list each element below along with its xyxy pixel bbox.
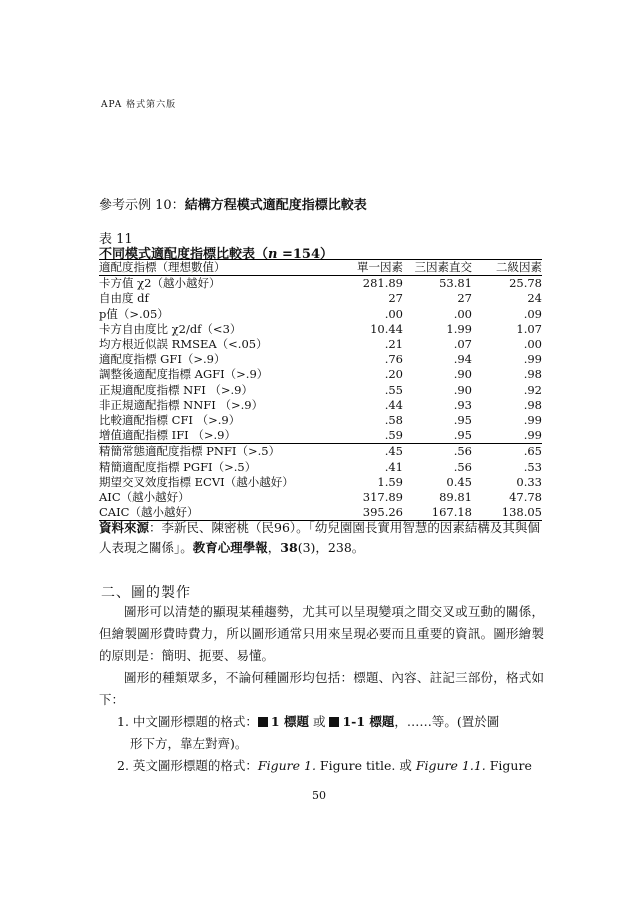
column-header: 單一因素 (337, 260, 403, 276)
table-row (99, 398, 542, 413)
table-row (99, 337, 542, 352)
index-name-cell: 精簡常態適配度指標 PNFI（>.5） (99, 444, 337, 460)
index-name-cell: 調整後適配度指標 AGFI（>.9） (99, 367, 269, 382)
value-cell: .09 (523, 306, 542, 321)
table-row (99, 291, 542, 306)
section-heading: 二、圖的製作 (101, 585, 191, 601)
value-cell: 47.78 (509, 490, 542, 505)
paragraph: 圖形可以清楚的顯現某種趨勢，尤其可以呈現變項之間交叉或互動的關係，但繪製圖形費時費力，所以圖形通常只用來呈現必要而且重要的資訊。圖形繪製的原則是：簡明、扼要、易懂。 (99, 604, 544, 663)
value-cell: .53 (523, 459, 542, 474)
value-cell: .44 (384, 397, 403, 412)
value-cell: .41 (384, 459, 403, 474)
value-cell: .45 (337, 444, 403, 460)
value-cell: 0.45 (446, 474, 472, 489)
value-cell: .93 (453, 397, 472, 412)
value-cell: .07 (453, 337, 472, 352)
table-number: 表 11 (99, 232, 133, 247)
table-source-note: 資料來源：李新民、陳密桃（民96）。「幼兒園園長實用智慧的因素結構及其與個人表現之關係」。教育心理學報，38(3)，238。 (99, 520, 540, 555)
value-cell: .59 (384, 428, 403, 443)
index-name-cell: 精簡適配度指標 PGFI（>.5） (99, 459, 257, 474)
page-number: 50 (312, 789, 326, 802)
value-cell: 0.33 (516, 474, 542, 489)
value-cell: 167.18 (403, 505, 472, 521)
table-row (99, 276, 542, 292)
index-name-cell: 卡方值 χ2（越小越好） (99, 276, 221, 291)
value-cell: 395.26 (337, 505, 403, 521)
value-cell: 10.44 (370, 321, 403, 336)
value-cell: 89.81 (439, 490, 472, 505)
value-cell: .90 (453, 367, 472, 382)
value-cell: 24 (527, 291, 542, 306)
value-cell: 25.78 (509, 276, 542, 291)
example-prefix: 參考示例 10： (99, 198, 185, 213)
table-row (99, 413, 542, 428)
value-cell: .76 (384, 352, 403, 367)
index-name-cell: 正規適配度指標 NFI （>.9） (99, 382, 254, 397)
value-cell: 27 (388, 291, 403, 306)
value-cell: .00 (384, 306, 403, 321)
table-row (99, 307, 542, 322)
figure-square-icon (258, 717, 268, 727)
value-cell: 281.89 (362, 276, 403, 291)
running-header: APA 格式第六版 (101, 100, 177, 110)
table-row (99, 490, 542, 505)
value-cell: .95 (453, 413, 472, 428)
table-row (99, 428, 542, 444)
table-header-row (99, 260, 542, 276)
value-cell: 1.99 (446, 321, 472, 336)
table-row (99, 475, 542, 490)
figure-square-icon (329, 717, 339, 727)
table-row (99, 444, 542, 460)
list-item-english-figure-title: 2. 英文圖形標題的格式：Figure 1. Figure title. 或 Figure 1.1. Figure (117, 758, 532, 773)
index-name-cell: 均方根近似誤 RMSEA（<.05） (99, 337, 268, 352)
index-name-cell: 非正規適配指標 NNFI （>.9） (99, 397, 264, 412)
source-label: 資料來源 (99, 520, 150, 535)
column-header: 適配度指標（理想數值） (99, 260, 337, 276)
table-row (99, 352, 542, 367)
value-cell: .00 (523, 337, 542, 352)
column-header: 二級因素 (472, 260, 542, 276)
index-name-cell: 卡方自由度比 χ2/df（<3） (99, 321, 242, 336)
index-name-cell: 自由度 df (99, 291, 149, 306)
journal-name: 教育心理學報 (192, 540, 268, 555)
value-cell: 317.89 (362, 490, 403, 505)
value-cell: .20 (384, 367, 403, 382)
value-cell: .98 (523, 397, 542, 412)
value-cell: .58 (384, 413, 403, 428)
value-cell: 1.07 (516, 321, 542, 336)
value-cell: .99 (523, 352, 542, 367)
value-cell: 27 (457, 291, 472, 306)
list-item-chinese-figure-title: 1. 中文圖形標題的格式： 1 標題 或 1-1 標題，……等。(置於圖 形下方，靠左對齊)。 (117, 714, 500, 751)
value-cell: 1.59 (377, 474, 403, 489)
example-heading (99, 194, 367, 213)
example-title: 結構方程模式適配度指標比較表 (184, 198, 367, 213)
value-cell: .95 (453, 428, 472, 443)
value-cell: .21 (384, 337, 403, 352)
fit-index-table (99, 259, 542, 521)
value-cell: .98 (523, 367, 542, 382)
journal-volume: 38 (280, 540, 298, 555)
index-name-cell: 增值適配指標 IFI （>.9） (99, 428, 236, 443)
index-name-cell: p值（>.05） (99, 306, 169, 321)
value-cell: .65 (472, 444, 542, 460)
index-name-cell: 比較適配指標 CFI （>.9） (99, 413, 241, 428)
table-row (99, 460, 542, 475)
index-name-cell: 期望交叉效度指標 ECVI（越小越好） (99, 474, 294, 489)
value-cell: .56 (403, 444, 472, 460)
table-title: 不同模式適配度指標比較表（n =154） (99, 247, 334, 262)
value-cell: .00 (453, 306, 472, 321)
index-name-cell: AIC（越小越好） (99, 490, 190, 505)
value-cell: .99 (523, 413, 542, 428)
value-cell: .55 (384, 382, 403, 397)
table-row (99, 322, 542, 337)
value-cell: .92 (523, 382, 542, 397)
value-cell: .99 (523, 428, 542, 443)
column-header: 三因素直交 (403, 260, 472, 276)
value-cell: .90 (453, 382, 472, 397)
value-cell: .94 (453, 352, 472, 367)
table-row (99, 383, 542, 398)
value-cell: 138.05 (472, 505, 542, 521)
value-cell: .56 (453, 459, 472, 474)
value-cell: 53.81 (439, 276, 472, 291)
table-row (99, 367, 542, 382)
index-name-cell: CAIC（越小越好） (99, 505, 337, 521)
paragraph: 圖形的種類眾多，不論何種圖形均包括：標題、內容、註記三部份，格式如下： (99, 670, 544, 707)
index-name-cell: 適配度指標 GFI（>.9） (99, 352, 226, 367)
